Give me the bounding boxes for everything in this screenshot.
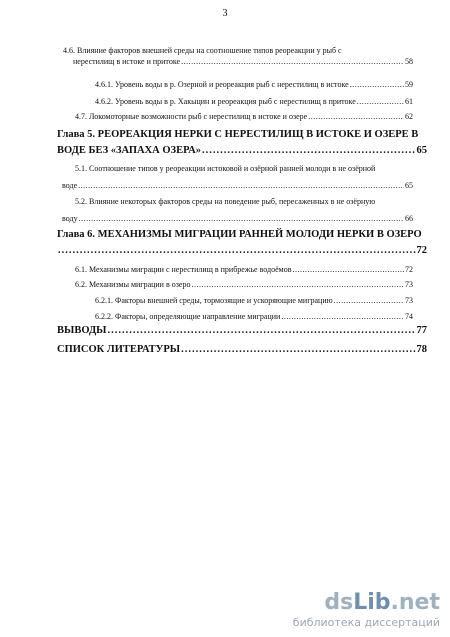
toc-page-number: 74 bbox=[405, 312, 413, 321]
toc-entry-title: 6.2.1. Факторы внешней среды, тормозящие и ускоряющие миграцию bbox=[95, 296, 333, 305]
watermark-subtitle: библиотека диссертаций bbox=[292, 616, 440, 629]
toc-page-number: 65 bbox=[416, 145, 427, 156]
toc-entry-5-1[interactable] bbox=[62, 163, 413, 191]
toc-entry-4-6-1[interactable] bbox=[95, 79, 413, 90]
toc-page-number: 77 bbox=[416, 325, 427, 336]
toc-entry-6-2-2[interactable] bbox=[95, 311, 413, 322]
toc-entry-4-6-2[interactable] bbox=[95, 96, 413, 107]
toc-leader-dots bbox=[181, 56, 404, 67]
toc-leader-dots bbox=[191, 279, 404, 290]
toc-chapter-5[interactable] bbox=[57, 128, 427, 158]
toc-entry-title: ВЫВОДЫ bbox=[57, 325, 107, 336]
toc-entry-5-2[interactable] bbox=[62, 196, 413, 224]
toc-leader-dots bbox=[281, 311, 404, 322]
toc-entry-title: 6.2. Механизмы миграции в озеро bbox=[75, 280, 191, 289]
toc-page-number: 58 bbox=[405, 57, 413, 66]
toc-entry-title-line2: воде bbox=[62, 181, 78, 190]
toc-chapter-title-line1: Глава 5. РЕОРЕАКЦИЯ НЕРКИ С НЕРЕСТИЛИЩ В ИСТОКЕ И ОЗЕРЕ В bbox=[57, 129, 419, 140]
toc-leader-dots bbox=[350, 79, 404, 90]
logo-net: .net bbox=[390, 590, 440, 615]
toc-entry-title: 4.7. Локомоторные возможности рыб с нерестилищ в истоке и озере bbox=[75, 112, 308, 121]
toc-leader-dots bbox=[334, 295, 404, 306]
toc-leader-dots bbox=[79, 213, 404, 224]
toc-leader-dots bbox=[78, 180, 404, 191]
dslib-watermark bbox=[293, 592, 440, 629]
toc-page-number: 65 bbox=[405, 181, 413, 190]
toc-references[interactable] bbox=[57, 343, 427, 357]
toc-page-number: 66 bbox=[405, 214, 413, 223]
toc-entry-title-line1: 4.6. Влияние факторов внешней среды на соотношение типов реореакции у рыб с bbox=[63, 46, 342, 55]
toc-page-number: 59 bbox=[405, 80, 413, 89]
toc-entry-title: 6.2.2. Факторы, определяющие направление миграции bbox=[95, 312, 281, 321]
toc-entry-6-2-1[interactable] bbox=[95, 295, 413, 306]
toc-leader-dots bbox=[202, 144, 415, 158]
toc-page-number: 73 bbox=[405, 296, 413, 305]
logo-lib: Lib bbox=[353, 590, 391, 615]
toc-page-number: 73 bbox=[405, 280, 413, 289]
toc-leader-dots bbox=[181, 343, 415, 357]
toc-entry-4-6[interactable] bbox=[63, 45, 413, 67]
toc-leader-dots bbox=[58, 244, 416, 258]
logo-ds: ds bbox=[324, 590, 354, 615]
toc-leader-dots bbox=[293, 264, 405, 275]
toc-page-number: 61 bbox=[405, 97, 413, 106]
toc-leader-dots bbox=[308, 111, 404, 122]
toc-entry-title-line1: 5.1. Соотношение типов у реореакции истоковой и озёрной ранней молоди в не озёрной bbox=[75, 164, 376, 173]
toc-chapter-title-line1: Глава 6. МЕХАНИЗМЫ МИГРАЦИИ РАННЕЙ МОЛОДИ НЕРКИ В ОЗЕРО bbox=[57, 229, 422, 240]
toc-entry-title-line2: нерестилищ в истоке и притоке bbox=[73, 57, 181, 66]
toc-entry-6-2[interactable] bbox=[75, 279, 413, 290]
dslib-logo bbox=[293, 592, 440, 614]
toc-entry-title-line2: воду bbox=[62, 214, 78, 223]
toc-entry-title-line1: 5.2. Влияние некоторых факторов среды на поведение рыб, пересаженных в не озёрную bbox=[75, 197, 376, 206]
toc-entry-4-7[interactable] bbox=[75, 111, 413, 122]
toc-leader-dots bbox=[108, 324, 416, 338]
toc-chapter-title-line2: ВОДЕ БЕЗ «ЗАПАХА ОЗЕРА» bbox=[57, 145, 202, 156]
toc-leader-dots bbox=[357, 96, 404, 107]
page-number: 3 bbox=[222, 8, 228, 19]
toc-page-number: 72 bbox=[405, 265, 413, 274]
toc-chapter-6[interactable] bbox=[57, 228, 427, 258]
toc-entry-title: 4.6.1. Уровень воды в р. Озерной и реореакция рыб с нерестилищ в истоке bbox=[95, 80, 349, 89]
toc-entry-title: СПИСОК ЛИТЕРАТУРЫ bbox=[57, 344, 181, 355]
toc-entry-title: 4.6.2. Уровень воды в р. Хакыцин и реореакция рыб с нерестилищ в притоке bbox=[95, 97, 356, 106]
toc-page-number: 78 bbox=[416, 344, 427, 355]
toc-conclusions[interactable] bbox=[57, 324, 427, 338]
toc-entry-title: 6.1. Механизмы миграции с нерестилищ в прибрежье водоёмов bbox=[75, 265, 292, 274]
toc-page-number: 72 bbox=[416, 245, 427, 256]
toc-entry-6-1[interactable] bbox=[75, 264, 413, 275]
toc-page-number: 62 bbox=[405, 112, 413, 121]
